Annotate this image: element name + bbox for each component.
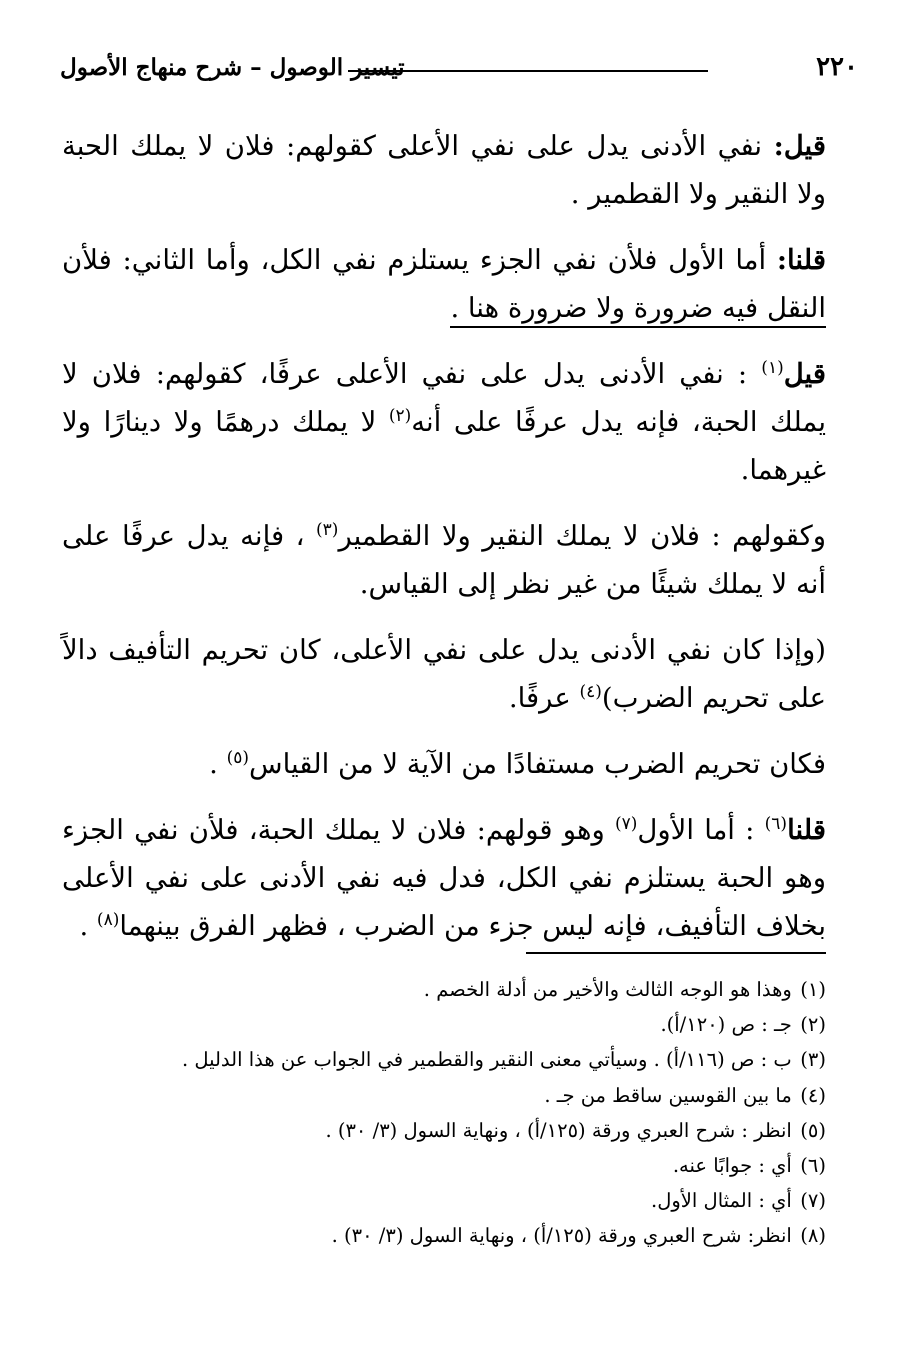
paragraph-text: لا يملك درهمًا ولا دينارًا ولا غيرهما.	[62, 406, 826, 486]
footnote-text: انظر: شرح العبري ورقة (١٢٥/أ) ، ونهاية السول (٣/ ٣٠) .	[331, 1224, 792, 1248]
footnote-ref: (٤)	[579, 681, 602, 702]
footnote-text: وهذا هو الوجه الثالث والأخير من أدلة الخصم .	[423, 978, 792, 1001]
footnote-ref: (١)	[761, 357, 784, 378]
footnote-text: ب : ص (١١٦/أ) . وسيأتي معنى النقير والقطمير في الجواب عن هذا الدليل .	[181, 1048, 792, 1072]
footnote-number: (٧)	[800, 1189, 826, 1213]
underlined-text: النقل فيه ضرورة ولا ضرورة هنا .	[450, 292, 826, 328]
footnote-number: (١)	[800, 978, 826, 1001]
footnote-number: (٤)	[800, 1083, 826, 1107]
paragraph-text: .	[209, 748, 227, 780]
paragraph-5	[62, 626, 826, 722]
paragraph-lead: قيل	[783, 358, 826, 390]
footnote	[60, 972, 826, 1007]
book-title: تيسير الوصول – شرح منهاج الأصول	[60, 54, 405, 81]
footnote-ref: (٥)	[226, 747, 250, 768]
footnote-number: (٦)	[800, 1154, 826, 1178]
paragraph-text: فكان تحريم الضرب مستفادًا من الآية لا من القياس	[249, 748, 826, 780]
footnote	[60, 1148, 826, 1183]
footnote-separator	[526, 952, 826, 954]
paragraph-lead: قيل:	[773, 130, 826, 162]
paragraph-text: : أما الأول	[637, 814, 765, 846]
footnote-text: أي : المثال الأول.	[651, 1189, 792, 1213]
footnote	[60, 1007, 826, 1042]
paragraph-4	[62, 512, 826, 608]
paragraph-text: (وإذا كان نفي الأدنى يدل على نفي الأعلى، كان تحريم التأفيف دالاً على تحريم الضرب)	[62, 634, 826, 714]
paragraph-text: .	[79, 910, 97, 942]
paragraph-text: : نفي الأدنى يدل على نفي الأعلى عرفًا، كقولهم: فلان لا يملك الحبة، فإنه يدل عرفًا على أنه	[62, 358, 826, 438]
footnote-ref: (٧)	[614, 813, 638, 834]
footnote-ref: (٢)	[388, 405, 412, 426]
footnote-ref: (٦)	[764, 813, 788, 834]
page-number: ٢٢٠	[816, 52, 858, 82]
footnote-number: (٢)	[800, 1013, 826, 1037]
footnote-text: جـ : ص (١٢٠/أ).	[660, 1013, 792, 1037]
footnotes	[60, 972, 826, 1254]
footnote	[60, 1183, 826, 1218]
footnote-ref: (٣)	[316, 519, 339, 540]
footnote-text: أي : جوابًا عنه.	[672, 1154, 792, 1178]
paragraph-2	[62, 236, 826, 332]
footnote	[60, 1042, 826, 1077]
footnote-number: (٣)	[800, 1048, 826, 1072]
paragraph-text: نفي الأدنى يدل على نفي الأعلى كقولهم: فلان لا يملك الحبة ولا النقير ولا القطمير .	[62, 130, 826, 210]
paragraph-6	[62, 740, 826, 788]
footnote-ref: (٨)	[96, 909, 120, 930]
paragraph-text: أما الأول فلأن نفي الجزء يستلزم نفي الكل، وأما الثاني: فلأن	[62, 244, 777, 276]
paragraph-3	[62, 350, 826, 494]
paragraph-lead: قلنا	[787, 814, 826, 846]
page-header	[60, 52, 858, 92]
paragraph-text: وكقولهم : فلان لا يملك النقير ولا القطمير	[338, 520, 826, 552]
paragraph-text: ، فإنه يدل عرفًا على أنه لا يملك شيئًا من غير نظر إلى القياس.	[62, 520, 826, 600]
footnote	[60, 1113, 826, 1148]
main-text	[62, 122, 826, 968]
paragraph-lead: قلنا:	[776, 244, 826, 276]
footnote-number: (٨)	[800, 1224, 826, 1248]
footnote-text: انظر : شرح العبري ورقة (١٢٥/أ) ، ونهاية السول (٣/ ٣٠) .	[325, 1118, 792, 1142]
footnote-number: (٥)	[800, 1118, 826, 1142]
footnote	[60, 1218, 826, 1253]
paragraph-7	[62, 806, 826, 950]
footnote	[60, 1078, 826, 1113]
paragraph-text: وهو قولهم: فلان لا يملك الحبة، فلأن نفي الجزء وهو الحبة يستلزم نفي الكل، فدل فيه نفي الأدنى على نفي الأعلى بخلاف التأفيف، فإنه ليس جزء من الضرب ، فظهر الفرق بينهما	[62, 814, 826, 942]
paragraph-text: عرفًا.	[508, 682, 580, 714]
paragraph-1	[62, 122, 826, 218]
footnote-text: ما بين القوسين ساقط من جـ .	[544, 1083, 792, 1107]
